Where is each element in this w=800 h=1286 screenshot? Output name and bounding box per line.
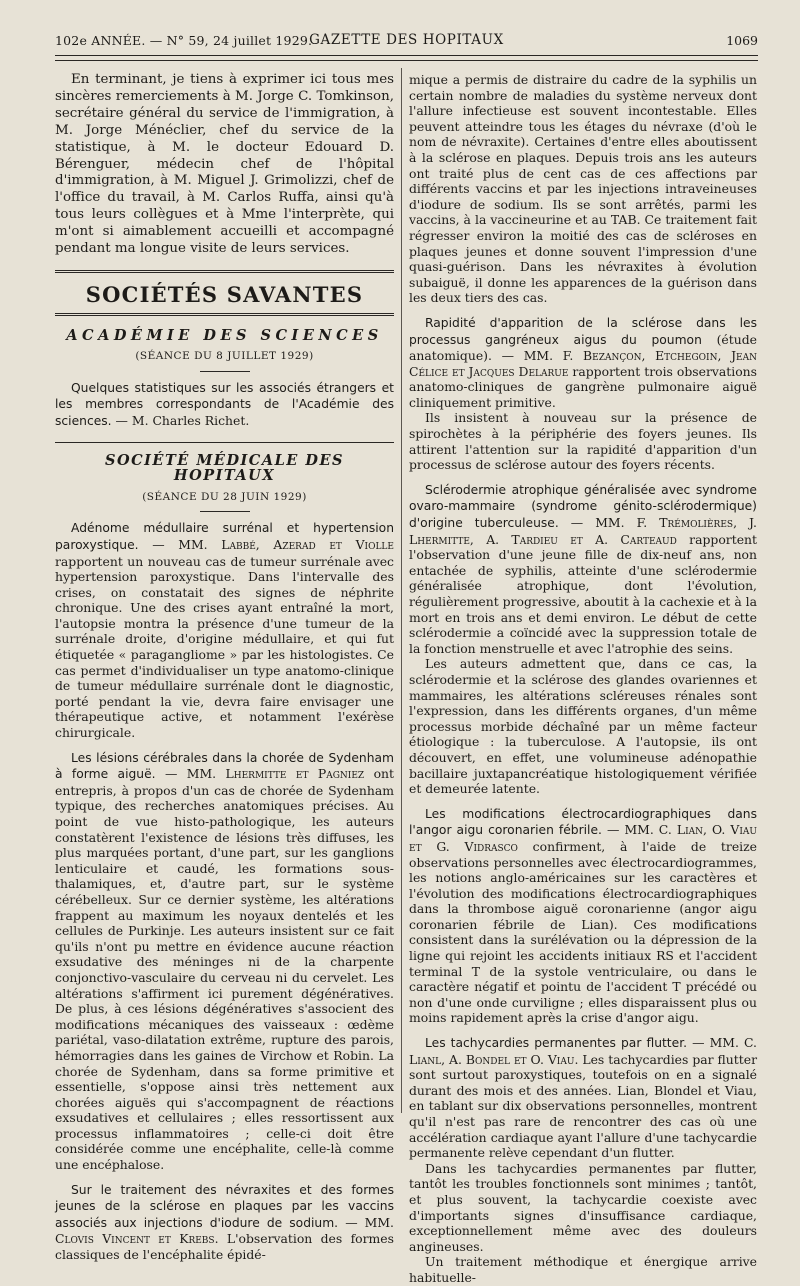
issue-info: 102e ANNÉE. — N° 59, 24 juillet 1929. — [55, 33, 313, 48]
page-header — [55, 30, 758, 52]
article-electro-body: confirment, à l'aide de treize observations personnelles avec électrocardiogrammes, les notions anglo-américaines sur les caractères et l'évolution des modifications électrocardiographiques dans la thrombose aiguë coronarienne (angor aigu coronarien fébrile de Lian). Ces modifications consistent dans la surélévation ou la dépression de la ligne qui rejoint les accidents initiaux RS et l'accident terminal T de la systole ventriculaire, ou dans le caractère négatif et pointu de l'accident T précédé ou non d'une onde curviligne ; elles disparaissent plus ou moins rapidement après la crise d'angor aigu. — [409, 838, 757, 1026]
header-rule-thin — [55, 60, 758, 61]
continuation-paragraph: mique a permis de distraire du cadre de la syphilis un certain nombre de maladies du système nerveux dont l'allure infectieuse est souvent incontestable. Elles peuvent atteindre tous les étages du névraxe (d'où le nom de névraxite). Certaines d'entre elles aboutissent à la sclérose en plaques. Depuis trois ans les auteurs ont traité plus de cent cas de ces affections par différents vaccins et par les injections intraveineuses d'iodure de sodium. Ils se sont arrêtés, parmi les vaccins, à la vaccineurine et au TAB. Ce traitement fait régresser environ la moitié des cas de scléroses en plaques jeunes et donne souvent l'impression d'une quasi-guérison. Dans les névraxites à évolution subaiguë, il donne les apparences de la guérison dans les deux tiers des cas. — [409, 72, 757, 306]
right-column — [409, 72, 757, 1286]
article-adenome-title: Adénome médullaire surrénal et hypertension paroxystique. — [55, 521, 394, 552]
page-number: 1069 — [726, 33, 758, 48]
journal-title: GAZETTE DES HOPITAUX — [309, 32, 504, 48]
academie-article — [55, 380, 394, 430]
header-rule — [55, 55, 758, 56]
left-column — [55, 72, 394, 1263]
article-rapidite-authors: — MM. F. Bezançon, Etchegoin, Jean Célice et Jacques Delarue — [409, 348, 757, 379]
article-tachycardies-body2: Dans les tachycardies permanentes par flutter, tantôt les troubles fonctionnels sont minimes ; tantôt, et plus souvent, la tachycardie coexiste avec d'importants signes d'insuffisance cardiaque, exceptionnellement même avec des douleurs angineuses. — [409, 1160, 757, 1254]
column-divider — [401, 68, 402, 1113]
article-rapidite — [409, 315, 757, 411]
article-rapidite-body2: Ils insistent à nouveau sur la présence de spirochètes à la périphérie des foyers jeunes. Ils attirent l'attention sur la rapidité d'apparition d'un processus de sclérose autour des foyers récents. — [409, 410, 757, 473]
article-electro-authors: — MM. C. Lian, O. Viau et G. Vidrasco — [409, 822, 757, 854]
article-lesions-body: ont entrepris, à propos d'un cas de chorée de Sydenham typique, des recherches anatomiques précises. Au point de vue histo-pathologique, les auteurs constatèrent l'existence de lésions très diffuses, les plus marquées portant, d'une part, sur les ganglions lenticulaire et caudé, les formations sous-thalamiques, et, d'autre part, sur le système cérébelleux. Sur ce dernier système, les altérations frappent au maximum les noyaux dentelés et les cellules de Purkinje. Les auteurs insistent sur ce fait qu'ils n'ont pu mettre en évidence aucune réaction exsudative des méninges ni de la charpente conjonctivo-vasculaire du cerveau ni du cervelet. Les altérations s'affirment ici purement dégénératives. De plus, à ces lésions dégénératives s'associent des modifications mécaniques des vaisseaux : œdème pariétal, vaso-dilatation extrême, rupture des parois, hémorragies dans les gaines de Virchow et Robin. La chorée de Sydenham, dans sa forme primitive et essentielle, s'oppose ainsi très nettement aux chorées aiguës qui s'accompagnent de réactions exsudatives et cellulaires ; elles ressortissent aux processus inflammatoires ; celle-ci doit être considérée comme une encéphalite, celle-là comme une encéphalose. — [55, 766, 394, 1173]
academie-seance: (SÉANCE DU 8 JUILLET 1929) — [135, 350, 314, 363]
article-sclerodermie-body2: Les auteurs admettent que, dans ce cas, la sclérodermie et la sclérose des glandes ovariennes et mammaires, les altérations scléreuses rénales sont l'expression, dans les différents organes, d'un même processus morbide déchaîné par un même facteur étiologique : la tuberculose. A l'autopsie, ils ont découvert, en effet, une volumineuse adénopathie bacillaire juxtapancréatique histologiquement vérifiée et demeurée latente. — [409, 656, 757, 797]
article-tachycardies-authors: — MM. C. Lianl, A. Bondel et O. Viau. — [409, 1035, 757, 1067]
article-electro-title: Les modifications électrocardiographiques dans l'angor aigu coronarien fébrile. — [409, 806, 757, 838]
intro-paragraph: En terminant, je tiens à exprimer ici tous mes sincères remerciements à M. Jorge C. Tomkinson, secrétaire général du service de l'immigration, à M. Jorge Ménéclier, chef du service de la statistique, à M. le docteur Edouard D. Bérenguer, médecin chef de l'hôpital d'immigration, à M. Miguel J. Grimolizzi, chef de l'office du travail, à M. Carlos Ruffa, ainsi qu'à tous leurs collègues et à Mme l'interprète, qui m'ont si aimablement accueilli et accompagné pendant ma longue visite de leurs services. — [55, 72, 394, 257]
article-tachycardies-body3: Un traitement méthodique et énergique arrive habituelle- — [409, 1254, 757, 1285]
article-adenome — [55, 520, 394, 740]
societe-seance: (SÉANCE DU 28 JUIN 1929) — [142, 490, 307, 503]
societe-title: SOCIÉTÉ MÉDICALE DES HOPITAUX — [104, 451, 344, 485]
article-traitement-body: L'observation des formes classiques de l'encéphalite épidé- — [55, 1231, 394, 1263]
article-electro — [409, 806, 757, 1026]
academie-article-title: Quelques statistiques sur les associés étrangers et les membres correspondants de l'Académie des sciences. — [55, 380, 394, 428]
article-lesions — [55, 750, 394, 1173]
article-tachycardies — [409, 1035, 757, 1161]
article-tachycardies-title: Les tachycardies permanentes par flutter. — [425, 1036, 688, 1051]
article-adenome-authors: — MM. Labbé, Azerad et Violle — [152, 536, 394, 552]
article-lesions-title: Les lésions cérébrales dans la chorée de Sydenham à forme aiguë. — [55, 750, 394, 782]
article-rapidite-subtitle: (étude anatomique). — [409, 331, 757, 364]
article-rapidite-body: rapportent trois observations anatomo-cliniques de gangrène pulmonaire aiguë cliniquement primitive. — [409, 363, 758, 410]
section-title: SOCIÉTÉS SAVANTES — [85, 281, 364, 307]
article-sclerodermie-authors: — MM. F. Trémolières, J. Lhermitte, A. Tardieu et A. Carteaud — [409, 515, 757, 547]
article-rapidite-title: Rapidité d'apparition de la sclérose dans les processus gangréneux aigus du poumon — [409, 315, 757, 347]
article-sclerodermie-title: Sclérodermie atrophique généralisée avec syndrome ovaro-mammaire (syndrome génito-sclérodermique) d'origine tuberculeuse. — [409, 482, 757, 531]
article-traitement-authors: — MM. Clovis Vincent et Krebs. — [55, 1214, 394, 1247]
article-lesions-authors: — MM. Lhermitte et Pagniez — [165, 766, 365, 782]
academie-article-author: — M. Charles Richet. — [115, 412, 250, 428]
article-sclerodermie-body: rapportent l'observation d'une jeune fille de dix-neuf ans, non entachée de syphilis, atteinte d'une sclérodermie généralisée atrophique, dont l'évolution, régulièrement progressive, aboutit à la cachexie et à la mort en trois ans et demi environ. Le début de cette sclérodermie a coïncidé avec la suppression totale de la fonction menstruelle et avec l'atrophie des seins. — [409, 531, 758, 656]
article-traitement — [55, 1182, 394, 1263]
article-traitement-title: Sur le traitement des névraxites et des formes jeunes de la sclérose en plaques par les vaccins associés aux injections d'iodure de sodium. — [55, 1182, 394, 1230]
article-adenome-body: rapportent un nouveau cas de tumeur surrénale avec hypertension paroxystique. Dans l'intervalle des crises, on constatait des signes de néphrite chronique. Une des crises ayant entraîné la mort, l'autopsie montra la présence d'une tumeur de la surrénale droite, d'origine médullaire, et qui fut étiquetée « paragangliome » par les histologistes. Ce cas permet d'individualiser un type anatomo-clinique de tumeur médullaire surrénale dont le diagnostic, porté pendant la vie, devra faire envisager une thérapeutique active, et notamment l'exérèse chirurgicale. — [55, 553, 394, 741]
article-sclerodermie — [409, 482, 757, 657]
article-tachycardies-body: Les tachycardies par flutter sont surtout paroxystiques, toutefois on en a signalé durant des mois et des années. Lian, Blondel et Viau, en tablant sur dix observations personnelles, montrent qu'il n'est pas rare de rencontrer des cas où une accélération cardiaque ayant l'allure d'une tachycardie permanente relève cependant d'un flutter. — [409, 1051, 757, 1161]
academie-title: ACADÉMIE DES SCIENCES — [66, 326, 383, 344]
